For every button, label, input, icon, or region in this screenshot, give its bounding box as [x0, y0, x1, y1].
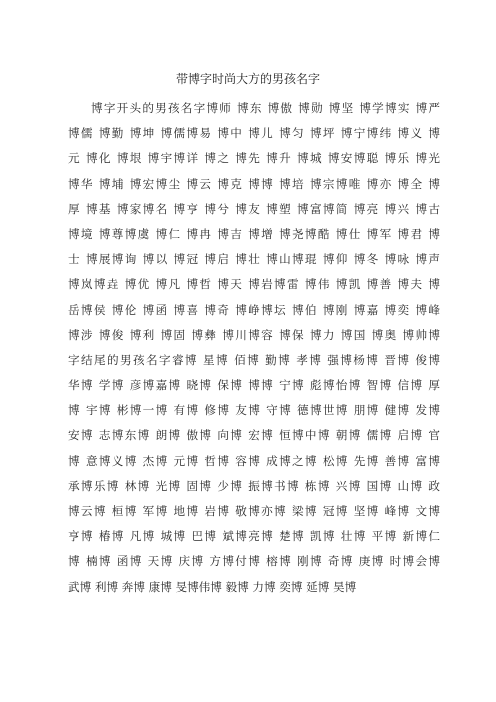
- text-line: 博华 博埔 博宏博尘 博云 博克 博博 博培 博宗博唯 博亦 博全 博: [68, 176, 440, 191]
- text-line: 博云博 桓博 军博 地博 岩博 敬博亦博 梁博 冠博 坚博 峰博 文博: [68, 504, 440, 518]
- text-line: 博儒 博勤 博坤 博儒博易 博中 博儿 博匀 博坪 博宁博纬 博义 博: [68, 126, 440, 141]
- text-line: 武博 利博 奔博 康博 旻博伟博 毅博 力博 奕博 延博 昊博: [68, 579, 357, 594]
- text-line: 元 博化 博垠 博宇博详 博之 博先 博升 博城 博安博聪 博乐 博光: [68, 151, 440, 166]
- text-line: 华博 学博 彦博嘉博 晓博 保博 博博 宁博 彪博怡博 智博 信博 厚: [68, 378, 440, 393]
- text-line: 亨博 椿博 凡博 城博 巴博 斌博亮博 楚博 凯博 壮博 平博 新博仁: [68, 529, 440, 544]
- document-title: 带博字时尚大方的男孩名字: [175, 72, 320, 86]
- document-body: [68, 100, 440, 604]
- text-line: 厚 博基 博家博名 博亨 博兮 博友 博塑 博富博简 博亮 博兴 博古: [68, 201, 440, 216]
- text-line: 博字开头的男孩名字博师 博东 博傲 博勋 博坚 博学博实 博严: [91, 101, 440, 115]
- text-line: 字结尾的男孩名字睿博 星博 佰博 勤博 孝博 强博杨博 晋博 俊博: [68, 352, 440, 367]
- text-line: 士 博展博询 博以 博冠 博启 博壮 博山博琨 博仰 博冬 博咏 博声: [68, 252, 440, 267]
- text-line: 博境 博尊博虞 博仁 博冉 博吉 博增 博尧博酷 博仕 博军 博君 博: [68, 226, 440, 241]
- text-line: 博 宇博 彬博一博 有博 修博 友博 守博 德博世博 朋博 健博 发博: [68, 403, 440, 418]
- text-line: 博涉 博俊 博利 博固 博彝 博川博容 博保 博力 博国 博奥 博帅博: [68, 327, 440, 342]
- text-line: 博 楠博 函博 天博 庆博 方博付博 榕博 刚博 奇博 庚博 时博会博: [68, 554, 440, 569]
- text-line: 博岚博垚 博优 博凡 博哲 博天 博岩博雷 博伟 博凯 博善 博夫 博: [68, 277, 440, 292]
- text-line: 博 意博义博 杰博 元博 哲博 容博 成博之博 松博 先博 善博 富博: [68, 453, 440, 468]
- text-line: 承博乐博 林博 光博 固博 少博 振博书博 栋博 兴博 国博 山博 政: [68, 478, 440, 493]
- text-line: 安博 志博东博 朗博 傲博 向博 宏博 恒博中博 朝博 儒博 启博 官: [68, 428, 440, 443]
- text-line: 岳博侯 博伦 博函 博喜 博奇 博峥博坛 博伯 博刚 博嘉 博奕 博峰: [68, 302, 440, 317]
